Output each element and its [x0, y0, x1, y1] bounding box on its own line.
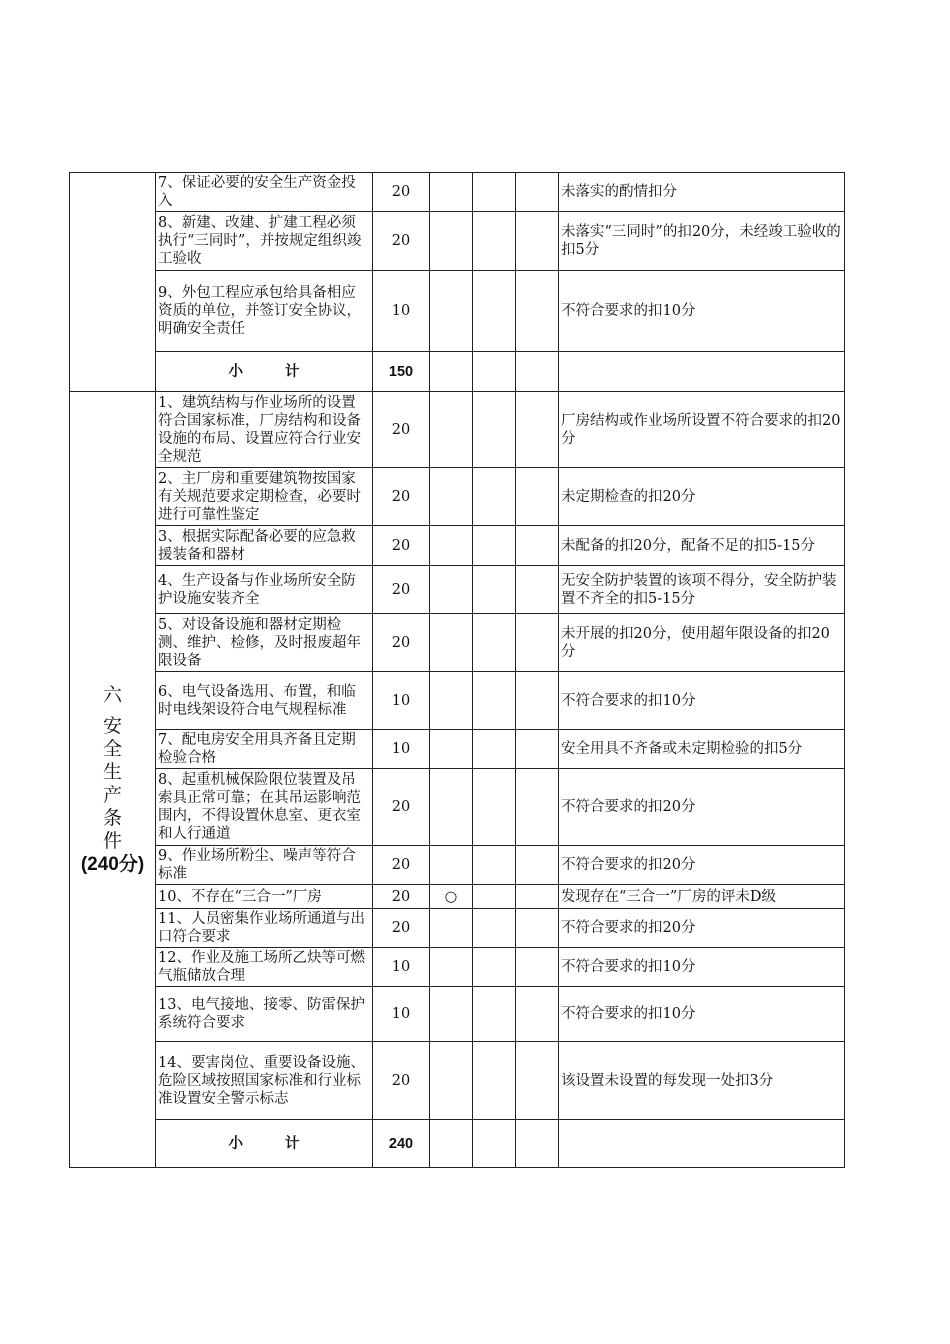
score-value: 10: [373, 672, 430, 730]
blank-cell: [559, 352, 845, 392]
section-heading: [70, 392, 156, 1168]
score-value: 20: [373, 468, 430, 526]
deduction-rule: 未落实“三同时”的扣20分，未经竣工验收的扣5分: [559, 212, 845, 271]
item-text: 13、电气接地、接零、防雷保护系统符合要求: [156, 987, 373, 1042]
blank-cell: [430, 730, 473, 769]
subtotal-label-b: 计: [285, 1134, 300, 1152]
table-row: [70, 526, 845, 566]
table-row: [70, 730, 845, 769]
blank-cell: [473, 468, 516, 526]
score-value: 20: [373, 212, 430, 271]
score-value: 20: [373, 614, 430, 672]
score-value: 20: [373, 885, 430, 909]
item-text: 4、生产设备与作业场所安全防护设施安装齐全: [156, 566, 373, 614]
blank-cell: [473, 566, 516, 614]
item-text: 8、新建、改建、扩建工程必须执行“三同时”，并按规定组织竣工验收: [156, 212, 373, 271]
table-row: [70, 392, 845, 468]
item-text: 11、人员密集作业场所通道与出口符合要求: [156, 909, 373, 948]
blank-cell: [473, 212, 516, 271]
blank-cell: [516, 1042, 559, 1120]
score-value: 20: [373, 526, 430, 566]
blank-cell: [516, 173, 559, 212]
table-row: [70, 1042, 845, 1120]
blank-cell: [516, 1120, 559, 1168]
deduction-rule: 该设置未设置的每发现一处扣3分: [559, 1042, 845, 1120]
blank-cell: [473, 987, 516, 1042]
blank-cell: [430, 846, 473, 885]
blank-cell: [473, 614, 516, 672]
evaluation-table: [69, 172, 845, 1168]
item-text: 9、外包工程应承包给具备相应资质的单位，并签订安全协议，明确安全责任: [156, 271, 373, 352]
blank-cell: [516, 352, 559, 392]
table-row: [70, 468, 845, 526]
deduction-rule: 未落实的酌情扣分: [559, 173, 845, 212]
section-title: 安全生产条件: [102, 715, 122, 852]
blank-cell: [516, 212, 559, 271]
subtotal-label-a: 小: [228, 362, 243, 380]
deduction-rule: 不符合要求的扣10分: [559, 948, 845, 987]
deduction-rule: 不符合要求的扣10分: [559, 987, 845, 1042]
subtotal-score: 240: [373, 1120, 430, 1168]
deduction-rule: 厂房结构或作业场所设置不符合要求的扣20分: [559, 392, 845, 468]
item-text: 7、保证必要的安全生产资金投入: [156, 173, 373, 212]
table-row: [70, 566, 845, 614]
blank-cell: [430, 468, 473, 526]
blank-cell: [430, 352, 473, 392]
deduction-rule: 未定期检查的扣20分: [559, 468, 845, 526]
score-value: 10: [373, 987, 430, 1042]
table-row: [70, 987, 845, 1042]
subtotal-label: [156, 1120, 373, 1168]
item-text: 3、根据实际配备必要的应急救援装备和器材: [156, 526, 373, 566]
blank-cell: [430, 271, 473, 352]
blank-cell: [516, 672, 559, 730]
item-text: 8、起重机械保险限位装置及吊索具正常可靠；在其吊运影响范围内，不得设置休息室、更衣室和人行通道: [156, 769, 373, 846]
blank-cell: [473, 1120, 516, 1168]
blank-cell: [430, 909, 473, 948]
score-value: 10: [373, 730, 430, 769]
deduction-rule: 不符合要求的扣20分: [559, 846, 845, 885]
subtotal-row: [70, 352, 845, 392]
blank-cell: [516, 909, 559, 948]
table-row: [70, 769, 845, 846]
blank-cell: [516, 271, 559, 352]
blank-cell: [430, 212, 473, 271]
table-row: [70, 672, 845, 730]
blank-cell: [516, 730, 559, 769]
score-value: 10: [373, 948, 430, 987]
blank-cell: [430, 948, 473, 987]
blank-cell: [473, 769, 516, 846]
subtotal-label: [156, 352, 373, 392]
item-text: 1、建筑结构与作业场所的设置符合国家标准，厂房结构和设备设施的布局、设置应符合行业安全规范: [156, 392, 373, 468]
blank-cell: [516, 614, 559, 672]
blank-cell: [516, 526, 559, 566]
blank-cell: [473, 1042, 516, 1120]
blank-cell: [473, 392, 516, 468]
blank-cell: [516, 468, 559, 526]
table-row: [70, 173, 845, 212]
subtotal-label-b: 计: [285, 362, 300, 380]
item-text: 7、配电房安全用具齐备且定期检验合格: [156, 730, 373, 769]
item-text: 9、作业场所粉尘、噪声等符合标准: [156, 846, 373, 885]
section-number: 六: [102, 684, 122, 706]
table-row: [70, 614, 845, 672]
blank-cell: [473, 846, 516, 885]
item-text: 12、作业及施工场所乙炔等可燃气瓶储放合理: [156, 948, 373, 987]
blank-cell: [473, 173, 516, 212]
blank-cell: [430, 173, 473, 212]
item-text: 6、电气设备选用、布置，和临时电线架设符合电气规程标准: [156, 672, 373, 730]
blank-cell: [473, 672, 516, 730]
deduction-rule: 未配备的扣20分，配备不足的扣5-15分: [559, 526, 845, 566]
subtotal-row: [70, 1120, 845, 1168]
table-row: [70, 909, 845, 948]
score-value: 20: [373, 566, 430, 614]
score-value: 20: [373, 173, 430, 212]
blank-cell: [516, 566, 559, 614]
table-row: [70, 212, 845, 271]
circle-mark: ○: [430, 885, 473, 909]
score-value: 20: [373, 392, 430, 468]
table-row: [70, 885, 845, 909]
section-cell-empty: [70, 173, 156, 392]
blank-cell: [473, 271, 516, 352]
blank-cell: [516, 769, 559, 846]
item-text: 10、不存在“三合一”厂房: [156, 885, 373, 909]
deduction-rule: 安全用具不齐备或未定期检验的扣5分: [559, 730, 845, 769]
deduction-rule: 无安全防护装置的该项不得分，安全防护装置不齐全的扣5-15分: [559, 566, 845, 614]
blank-cell: [473, 352, 516, 392]
blank-cell: [473, 909, 516, 948]
blank-cell: [430, 1042, 473, 1120]
blank-cell: [473, 526, 516, 566]
item-text: 2、主厂房和重要建筑物按国家有关规范要求定期检查，必要时进行可靠性鉴定: [156, 468, 373, 526]
item-text: 14、要害岗位、重要设备设施、危险区域按照国家标准和行业标准设置安全警示标志: [156, 1042, 373, 1120]
blank-cell: [473, 730, 516, 769]
blank-cell: [430, 566, 473, 614]
deduction-rule: 未开展的扣20分，使用超年限设备的扣20分: [559, 614, 845, 672]
blank-cell: [430, 672, 473, 730]
table-row: [70, 948, 845, 987]
blank-cell: [430, 1120, 473, 1168]
blank-cell: [516, 948, 559, 987]
score-value: 20: [373, 769, 430, 846]
table-row: [70, 846, 845, 885]
blank-cell: [430, 614, 473, 672]
deduction-rule: 发现存在“三合一”厂房的评未D级: [559, 885, 845, 909]
blank-cell: [473, 948, 516, 987]
score-value: 20: [373, 909, 430, 948]
blank-cell: [430, 769, 473, 846]
blank-cell: [430, 392, 473, 468]
subtotal-score: 150: [373, 352, 430, 392]
blank-cell: [430, 987, 473, 1042]
blank-cell: [516, 987, 559, 1042]
deduction-rule: 不符合要求的扣10分: [559, 672, 845, 730]
item-text: 5、对设备设施和器材定期检测、维护、检修，及时报废超年限设备: [156, 614, 373, 672]
deduction-rule: 不符合要求的扣20分: [559, 909, 845, 948]
blank-cell: [516, 846, 559, 885]
score-value: 20: [373, 846, 430, 885]
blank-cell: [516, 885, 559, 909]
blank-cell: [516, 392, 559, 468]
score-value: 10: [373, 271, 430, 352]
deduction-rule: 不符合要求的扣10分: [559, 271, 845, 352]
section-points: (240分): [80, 853, 145, 875]
deduction-rule: 不符合要求的扣20分: [559, 769, 845, 846]
blank-cell: [559, 1120, 845, 1168]
subtotal-label-a: 小: [228, 1134, 243, 1152]
blank-cell: [473, 885, 516, 909]
table-row: [70, 271, 845, 352]
blank-cell: [430, 526, 473, 566]
score-value: 20: [373, 1042, 430, 1120]
